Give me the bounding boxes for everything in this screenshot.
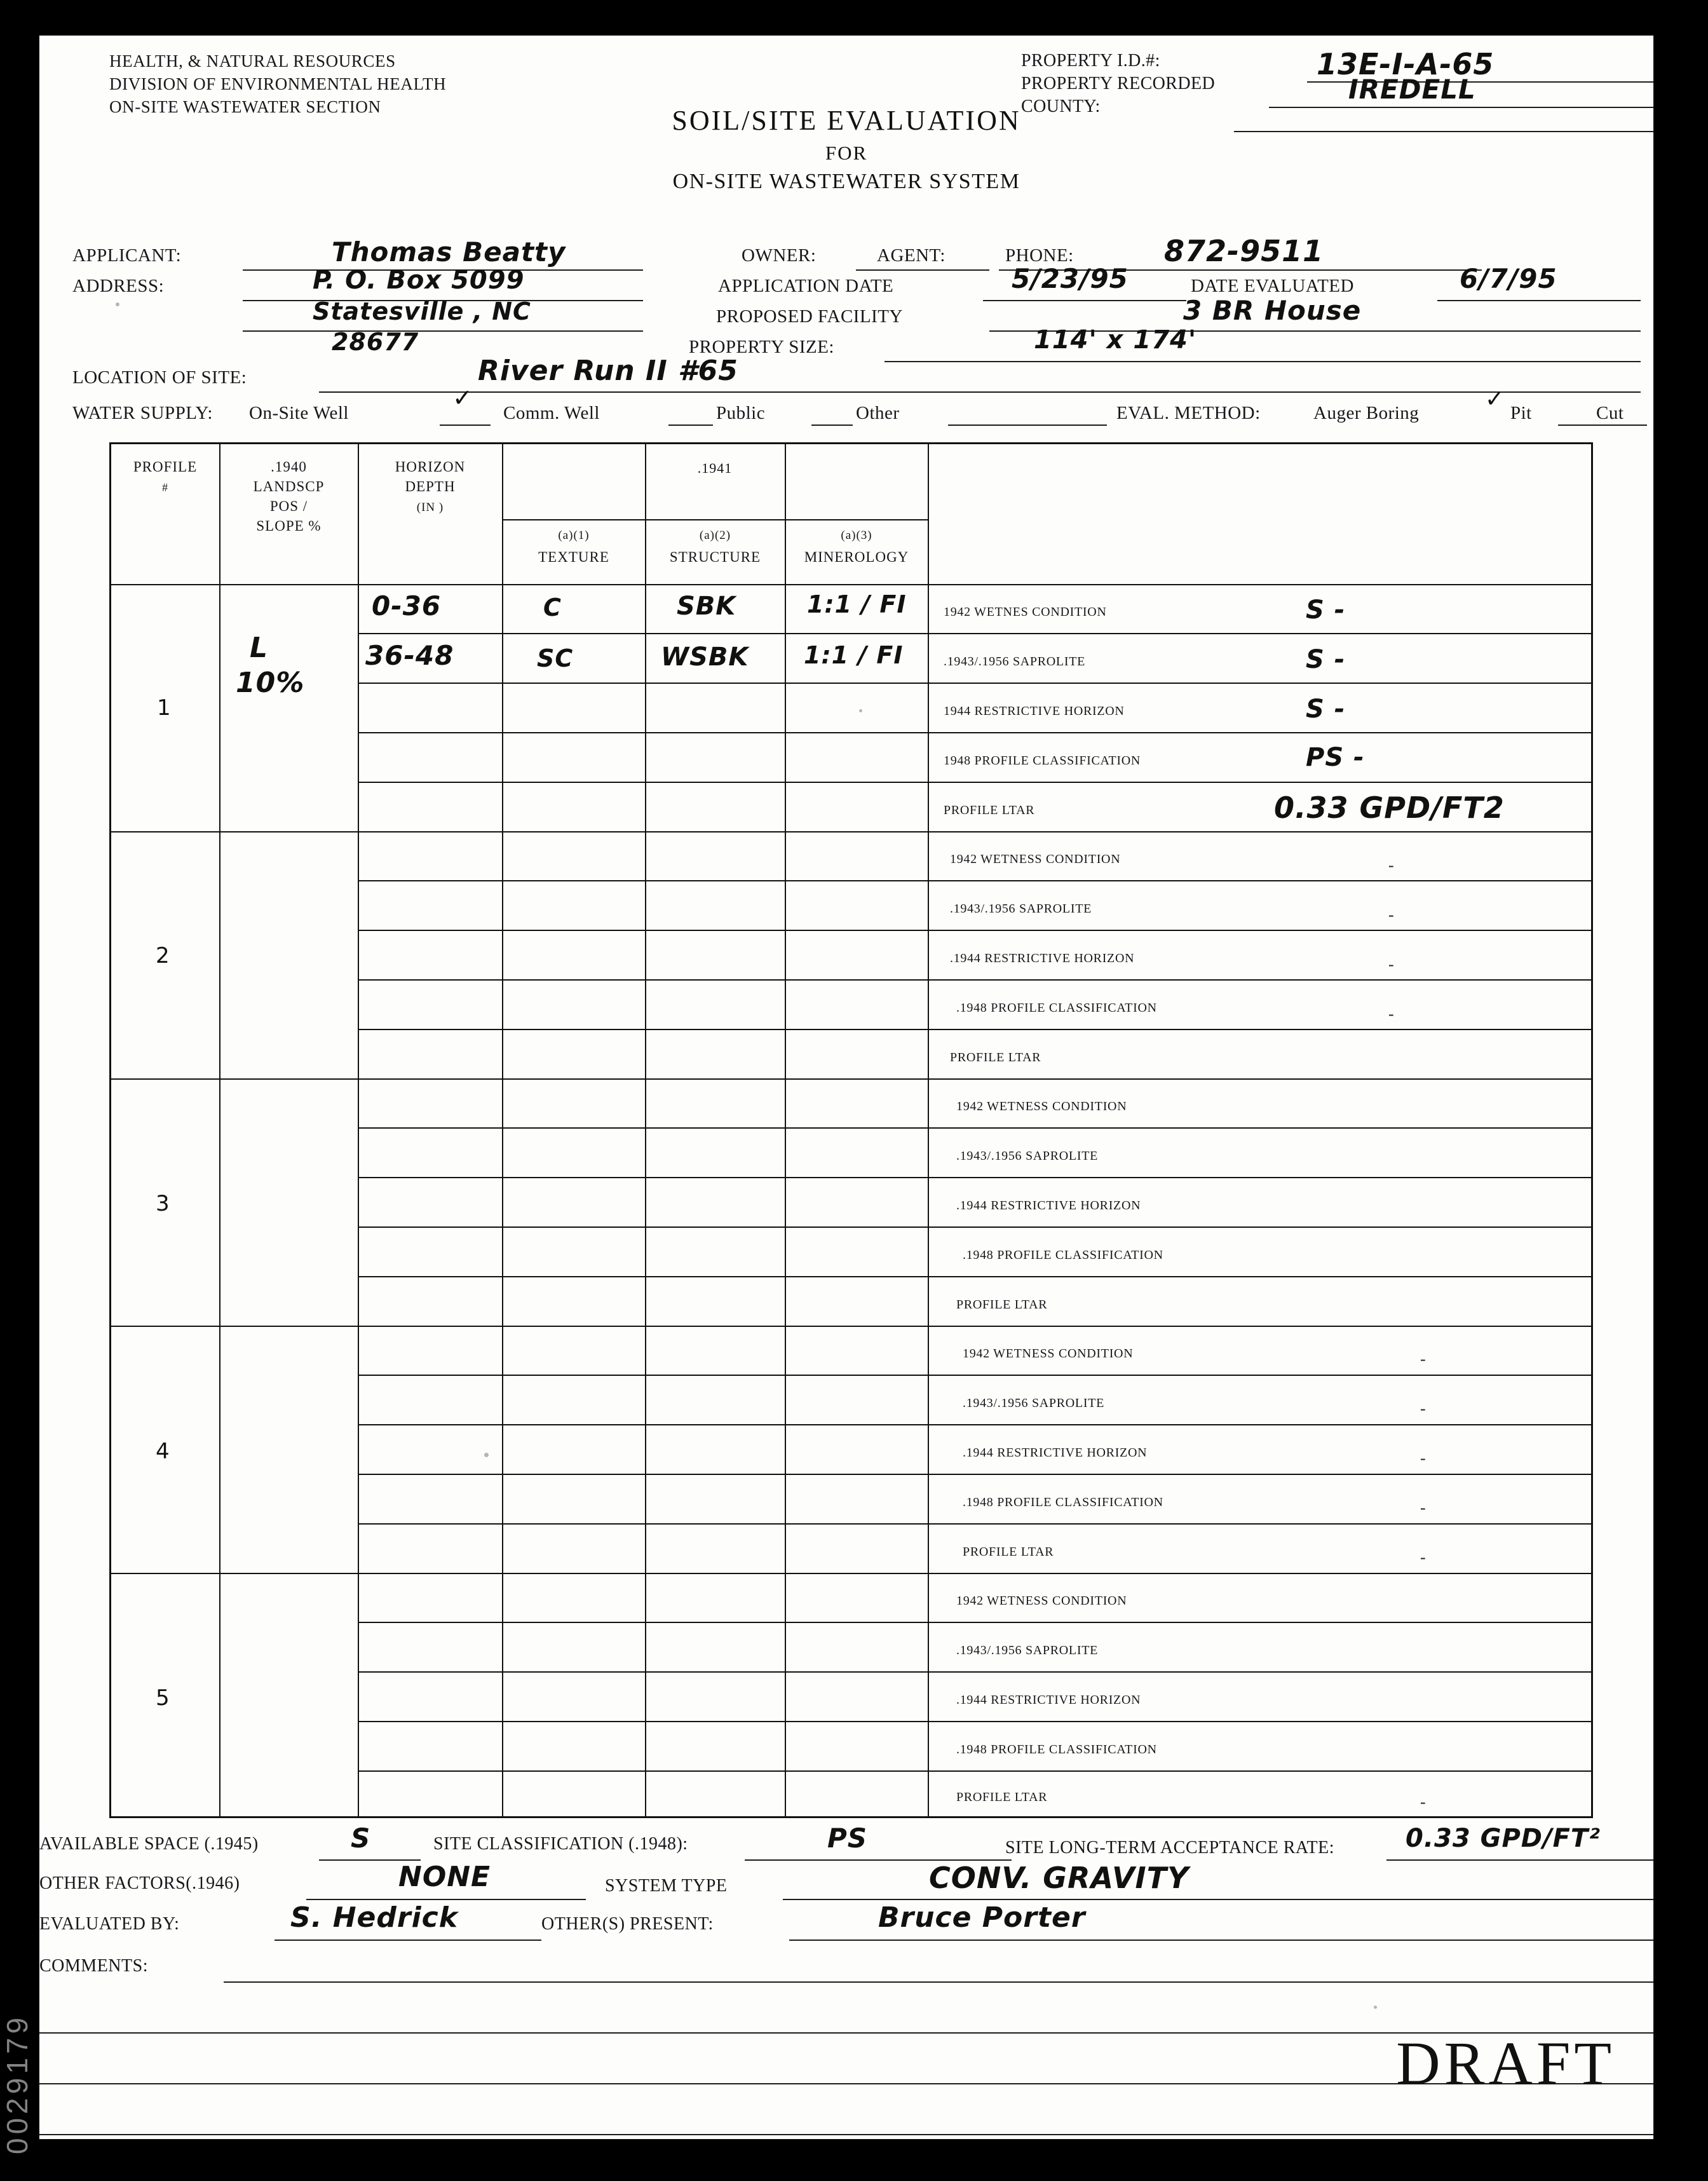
- water-supply-blank-3: [811, 425, 853, 426]
- right-label: .1944 RESTRICTIVE HORIZON: [956, 1693, 1141, 1707]
- county-value[interactable]: IREDELL: [1348, 74, 1476, 105]
- row-line: [358, 1671, 1593, 1673]
- row-line: [358, 633, 1593, 634]
- right-label: 1942 WETNESS CONDITION: [963, 1347, 1134, 1361]
- eval-method-option-cut[interactable]: Cut: [1596, 403, 1624, 423]
- ltar-rule: [1386, 1859, 1653, 1861]
- profile-2-value-classification[interactable]: -: [1388, 1005, 1394, 1023]
- row-line: [358, 1424, 1593, 1425]
- title-subtitle: ON-SITE WASTEWATER SYSTEM: [672, 170, 1020, 193]
- property-recorded-label: PROPERTY RECORDED: [1021, 74, 1216, 93]
- applicant-value[interactable]: Thomas Beatty: [332, 236, 566, 268]
- comments-label: COMMENTS:: [39, 1956, 148, 1976]
- address-label: ADDRESS:: [72, 276, 165, 296]
- property-size-value[interactable]: 114' x 174': [1034, 325, 1197, 355]
- header-landscape-l4: SLOPE %: [256, 518, 322, 534]
- title-block: [39, 104, 1653, 194]
- right-label: .1948 PROFILE CLASSIFICATION: [956, 1743, 1157, 1756]
- ltar-value[interactable]: 0.33 GPD/FT²: [1406, 1824, 1601, 1853]
- profile-sep-2: [111, 1078, 1591, 1080]
- table-vline-6: [928, 444, 929, 1816]
- other-factors-label: OTHER FACTORS(.1946): [39, 1873, 240, 1893]
- owner-rule: [856, 269, 989, 271]
- owner-label: OWNER:: [742, 245, 817, 266]
- property-id-label: PROPERTY I.D.#:: [1021, 51, 1160, 71]
- profile-1-value-restrictive[interactable]: S -: [1306, 695, 1346, 724]
- profile-1-row-2-structure[interactable]: WSBK: [661, 642, 749, 672]
- row-line: [358, 1622, 1593, 1623]
- row-line: [358, 1375, 1593, 1376]
- header-structure: STRUCTURE: [669, 549, 761, 565]
- right-label: PROFILE LTAR: [944, 803, 1035, 817]
- row-line: [358, 1523, 1593, 1525]
- header-minerology-code: (a)(3): [841, 529, 872, 542]
- address-value-2[interactable]: Statesville , NC: [313, 297, 531, 325]
- profile-1-row-1-depth[interactable]: 0-36: [372, 590, 442, 622]
- proposed-facility-label: PROPOSED FACILITY: [716, 306, 903, 327]
- profile-2-value-restrictive[interactable]: -: [1388, 955, 1394, 974]
- location-label: LOCATION OF SITE:: [72, 367, 247, 388]
- water-supply-option-public[interactable]: Public: [716, 403, 766, 423]
- right-label: 1942 WETNES CONDITION: [944, 605, 1107, 619]
- table-header-bottom: [111, 584, 1591, 585]
- right-label: .1944 RESTRICTIVE HORIZON: [956, 1199, 1141, 1213]
- water-supply-blank-2: [668, 425, 713, 426]
- system-type-value[interactable]: CONV. GRAVITY: [929, 1861, 1190, 1895]
- comments-rule-4: [39, 2134, 1653, 2135]
- right-label: .1943/.1956 SAPROLITE: [950, 902, 1092, 916]
- header-horizon-l2: DEPTH: [405, 479, 456, 494]
- scan-speck: [116, 302, 119, 306]
- header-profile: [111, 457, 219, 498]
- document-page: [39, 36, 1653, 2139]
- agency-line-2: DIVISION OF ENVIRONMENTAL HEALTH: [109, 74, 447, 93]
- table-group-sep: [502, 519, 928, 520]
- evaluated-by-label: EVALUATED BY:: [39, 1914, 180, 1934]
- right-label: .1944 RESTRICTIVE HORIZON: [963, 1446, 1148, 1460]
- right-label: 1944 RESTRICTIVE HORIZON: [944, 704, 1125, 718]
- phone-label: PHONE:: [1005, 245, 1074, 266]
- application-date-rule: [983, 300, 1186, 301]
- row-line: [358, 732, 1593, 733]
- eval-method-blank-1: [1558, 425, 1593, 426]
- profile-1-row-2-minerology[interactable]: 1:1 / FI: [804, 641, 904, 669]
- table-vline-2: [358, 444, 359, 1816]
- county-label: COUNTY:: [1021, 97, 1101, 116]
- scan-speck: [859, 709, 862, 712]
- application-date-value[interactable]: 5/23/95: [1012, 263, 1128, 294]
- eval-method-blank-2: [1590, 425, 1647, 426]
- profile-sep-1: [111, 831, 1591, 832]
- date-evaluated-rule: [1437, 300, 1641, 301]
- date-evaluated-value[interactable]: 6/7/95: [1460, 263, 1557, 294]
- scan-edge-artifact: 0029179: [1, 2013, 34, 2154]
- table-vline-5: [785, 444, 786, 1816]
- other-factors-value[interactable]: NONE: [398, 1861, 491, 1893]
- profile-4-value-restrictive[interactable]: -: [1420, 1449, 1426, 1467]
- profile-number: 2: [156, 943, 170, 968]
- profile-4-value-classification[interactable]: -: [1420, 1498, 1426, 1517]
- title-for: FOR: [825, 142, 868, 164]
- agency-line-3: ON-SITE WASTEWATER SECTION: [109, 97, 381, 116]
- comments-rule-1: [224, 1981, 1653, 1983]
- header-landscape-code: .1940: [271, 459, 307, 475]
- profile-5-value-ltar[interactable]: -: [1420, 1793, 1426, 1811]
- site-classification-value[interactable]: PS: [827, 1823, 868, 1854]
- profile-1-row-1-minerology[interactable]: 1:1 / FI: [807, 590, 907, 618]
- profile-number: 5: [156, 1685, 170, 1711]
- header-horizon: [359, 457, 501, 517]
- address-value-1[interactable]: P. O. Box 5099: [313, 266, 525, 295]
- right-label: 1942 WETNESS CONDITION: [956, 1594, 1127, 1608]
- eval-method-label: EVAL. METHOD:: [1116, 403, 1261, 423]
- property-id-row: [1021, 50, 1215, 72]
- header-landscape-l3: POS /: [269, 498, 308, 514]
- others-present-value[interactable]: Bruce Porter: [878, 1901, 1086, 1934]
- profile-sep-4: [111, 1573, 1591, 1574]
- row-line: [358, 1721, 1593, 1722]
- eval-method-option-auger[interactable]: Auger Boring: [1313, 403, 1420, 423]
- soil-profile-table: [109, 442, 1593, 1818]
- header-profile-sub: #: [162, 481, 168, 494]
- header-landscape: [220, 457, 357, 536]
- table-vline-1: [219, 444, 220, 1816]
- water-supply-check: ✓: [452, 384, 473, 412]
- row-line: [358, 1029, 1593, 1030]
- header-profile-text: PROFILE: [133, 459, 198, 475]
- profile-1-landscape[interactable]: L: [250, 632, 269, 664]
- right-label: .1943/.1956 SAPROLITE: [944, 655, 1086, 669]
- right-label: PROFILE LTAR: [956, 1298, 1048, 1312]
- header-horizon-l1: HORIZON: [395, 459, 466, 475]
- applicant-label: APPLICANT:: [72, 245, 182, 266]
- row-line: [358, 1474, 1593, 1475]
- profile-number: 3: [156, 1191, 170, 1216]
- right-label: PROFILE LTAR: [950, 1050, 1041, 1064]
- other-factors-rule: [306, 1899, 586, 1900]
- row-line: [358, 1177, 1593, 1178]
- profile-1-value-saprolite[interactable]: S -: [1306, 645, 1346, 674]
- others-present-rule: [789, 1940, 1653, 1941]
- row-line: [358, 1276, 1593, 1277]
- header-texture-code: (a)(1): [558, 529, 590, 542]
- profile-1-row-1-structure[interactable]: SBK: [677, 592, 736, 621]
- header-horizon-l3: (IN ): [416, 501, 444, 514]
- profile-2-value-saprolite[interactable]: -: [1388, 906, 1394, 924]
- right-label: .1944 RESTRICTIVE HORIZON: [950, 951, 1135, 965]
- profile-1-slope[interactable]: 10%: [236, 667, 305, 699]
- profile-1-value-ltar[interactable]: 0.33 GPD/FT2: [1274, 791, 1505, 825]
- profile-4-value-wetness[interactable]: -: [1420, 1350, 1426, 1368]
- agency-line-1: HEALTH, & NATURAL RESOURCES: [109, 51, 396, 71]
- right-label: 1942 WETNESS CONDITION: [950, 852, 1121, 866]
- property-size-rule: [884, 361, 1641, 362]
- phone-value[interactable]: 872-9511: [1164, 234, 1324, 268]
- right-label: PROFILE LTAR: [963, 1545, 1054, 1559]
- property-recorded-row: [1021, 72, 1215, 95]
- right-label: .1943/.1956 SAPROLITE: [956, 1643, 1099, 1657]
- page-title: SOIL/SITE EVALUATION: [672, 105, 1021, 136]
- water-supply-blank-4: [948, 425, 1107, 426]
- profile-number: 1: [157, 695, 171, 721]
- row-line: [358, 979, 1593, 981]
- location-rule: [319, 391, 1641, 393]
- row-line: [358, 930, 1593, 931]
- row-line: [358, 1770, 1593, 1772]
- ltar-label: SITE LONG-TERM ACCEPTANCE RATE:: [1005, 1838, 1335, 1858]
- eval-method-option-pit[interactable]: Pit: [1510, 403, 1532, 423]
- scan-speck: [1374, 2006, 1377, 2009]
- header-structure-code: (a)(2): [699, 529, 731, 542]
- system-type-label: SYSTEM TYPE: [605, 1876, 728, 1896]
- right-label: PROFILE LTAR: [956, 1790, 1048, 1804]
- profile-1-value-wetness[interactable]: S -: [1306, 595, 1346, 625]
- water-supply-option-other[interactable]: Other: [856, 403, 900, 423]
- evaluated-by-value[interactable]: S. Hedrick: [290, 1901, 459, 1934]
- address-value-3[interactable]: 28677: [332, 328, 419, 356]
- water-supply-label: WATER SUPPLY:: [72, 403, 213, 423]
- water-supply-blank-1: [440, 425, 491, 426]
- water-supply-option-comm[interactable]: Comm. Well: [503, 403, 600, 423]
- table-vline-4: [645, 444, 646, 1816]
- right-label: .1948 PROFILE CLASSIFICATION: [963, 1495, 1163, 1509]
- header-landscape-l2: LANDSCP: [253, 479, 325, 494]
- table-vline-3: [502, 444, 503, 1816]
- address-rule-2: [243, 330, 643, 332]
- profile-1-row-1-texture[interactable]: C: [543, 594, 562, 622]
- application-date-label: APPLICATION DATE: [718, 276, 894, 296]
- water-supply-option-onsite[interactable]: On-Site Well: [249, 403, 349, 423]
- profile-sep-3: [111, 1326, 1591, 1327]
- row-line: [358, 1226, 1593, 1228]
- profile-number: 4: [156, 1439, 170, 1464]
- right-label: .1943/.1956 SAPROLITE: [963, 1396, 1105, 1410]
- header-group-code: .1941: [697, 460, 733, 476]
- property-size-label: PROPERTY SIZE:: [689, 337, 834, 357]
- available-space-value[interactable]: S: [351, 1823, 371, 1854]
- date-evaluated-label: DATE EVALUATED: [1191, 276, 1354, 296]
- right-label: .1948 PROFILE CLASSIFICATION: [963, 1248, 1163, 1262]
- scan-speck: [484, 1453, 489, 1457]
- profile-1-row-2-texture[interactable]: SC: [537, 644, 574, 672]
- right-label: 1948 PROFILE CLASSIFICATION: [944, 754, 1141, 768]
- profile-1-row-2-depth[interactable]: 36-48: [365, 640, 454, 671]
- location-value[interactable]: River Run II #65: [478, 355, 738, 387]
- profile-4-value-saprolite[interactable]: -: [1420, 1399, 1426, 1418]
- site-classification-label: SITE CLASSIFICATION (.1948):: [433, 1834, 688, 1854]
- right-label: .1948 PROFILE CLASSIFICATION: [956, 1001, 1157, 1015]
- right-label: 1942 WETNESS CONDITION: [956, 1099, 1127, 1113]
- eval-method-check: ✓: [1485, 386, 1505, 412]
- agent-label: AGENT:: [877, 245, 946, 266]
- available-space-label: AVAILABLE SPACE (.1945): [39, 1834, 259, 1854]
- proposed-facility-value[interactable]: 3 BR House: [1183, 295, 1362, 326]
- profile-2-value-wetness[interactable]: -: [1388, 856, 1394, 874]
- row-line: [358, 782, 1593, 783]
- others-present-label: OTHER(S) PRESENT:: [541, 1914, 714, 1934]
- profile-1-value-classification[interactable]: PS -: [1306, 743, 1365, 772]
- property-id-value[interactable]: 13E-I-A-65: [1317, 47, 1494, 81]
- system-type-rule: [783, 1899, 1653, 1900]
- draft-watermark: DRAFT: [1396, 2029, 1615, 2097]
- evaluated-by-rule: [274, 1940, 541, 1941]
- header-texture: TEXTURE: [538, 549, 609, 565]
- profile-4-value-ltar[interactable]: -: [1420, 1548, 1426, 1566]
- header-minerology: MINEROLOGY: [804, 549, 909, 565]
- row-line: [358, 683, 1593, 684]
- row-line: [358, 880, 1593, 881]
- row-line: [358, 1127, 1593, 1129]
- right-label: .1943/.1956 SAPROLITE: [956, 1149, 1099, 1163]
